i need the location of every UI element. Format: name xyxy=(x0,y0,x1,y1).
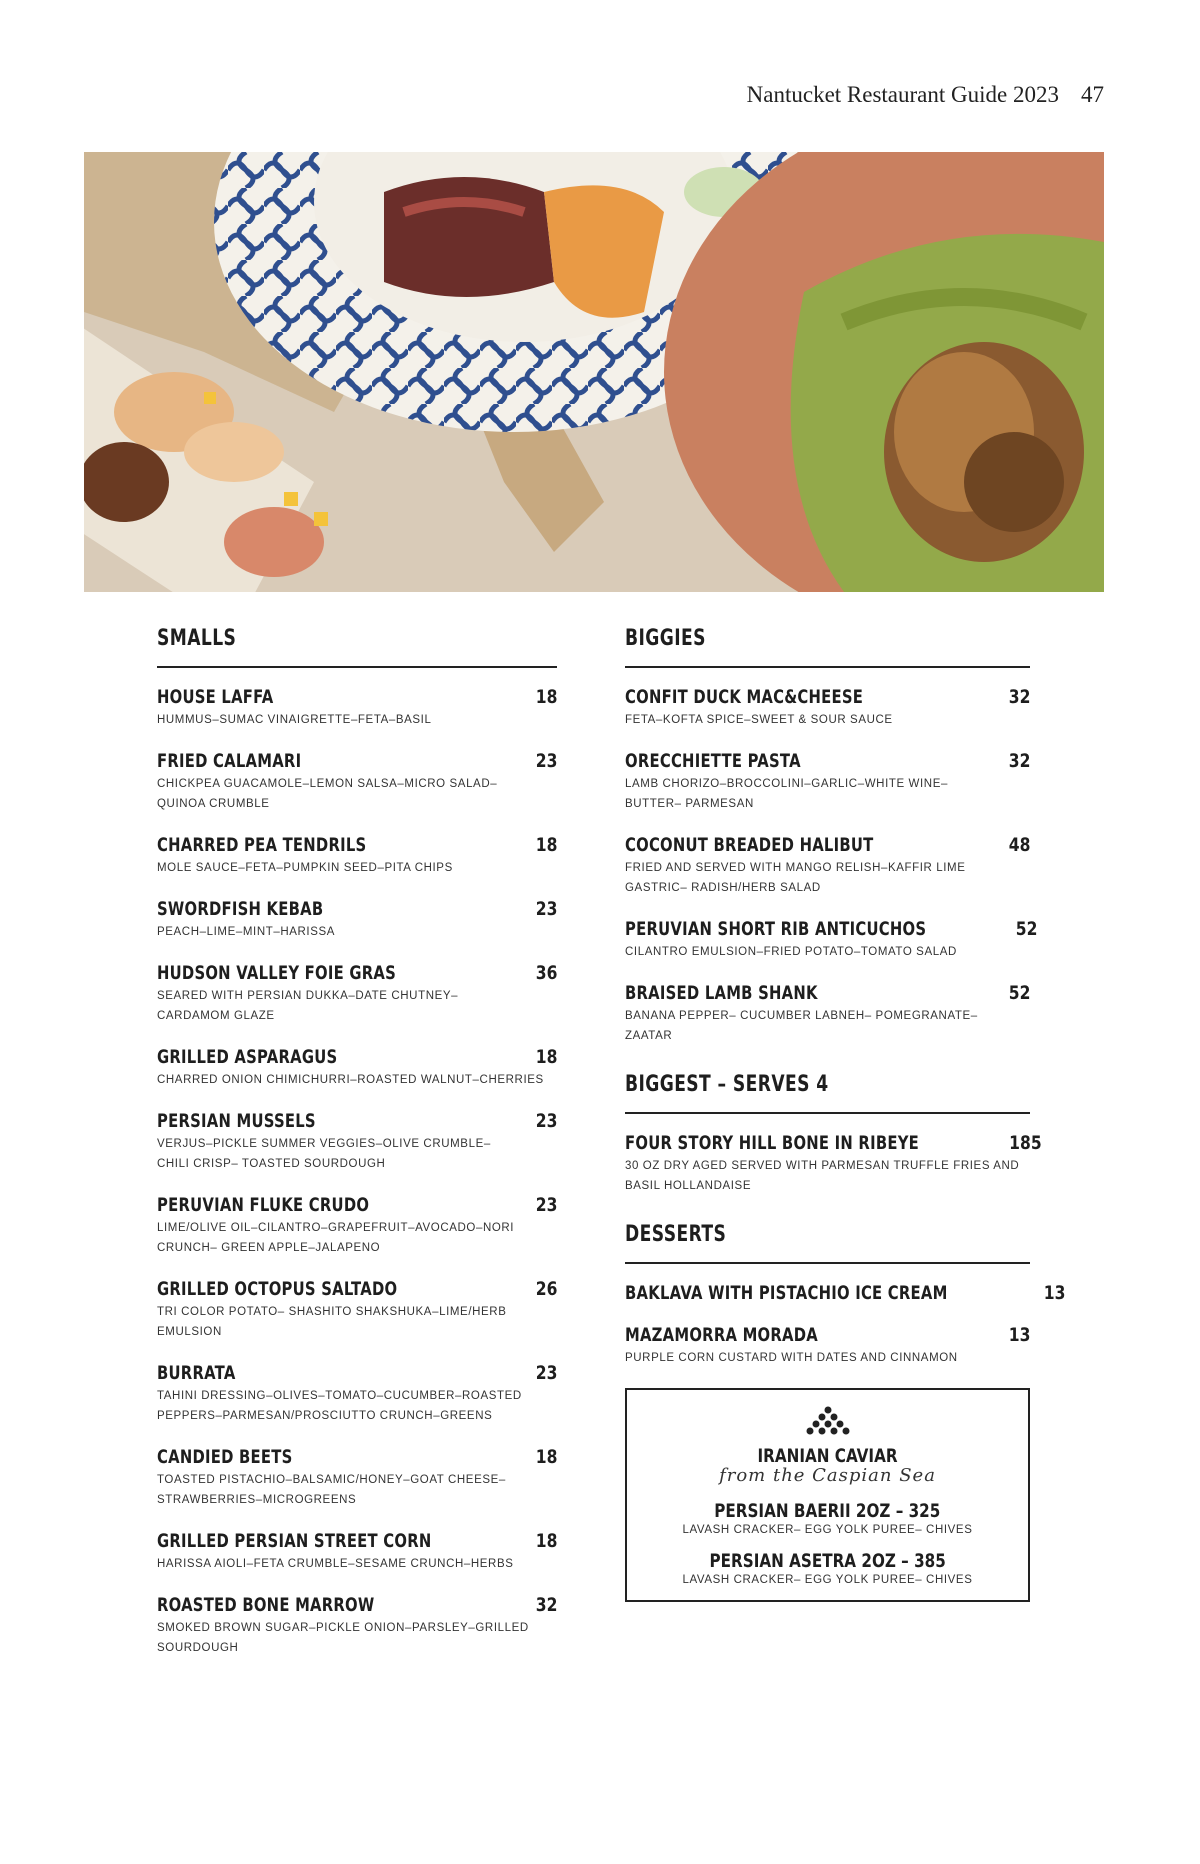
item-price: 32 xyxy=(1008,750,1030,772)
item-description: VERJUS–PICKLE SUMMER VEGGIES–OLIVE CRUMBLE– CHILI CRISP– TOASTED SOURDOUGH xyxy=(157,1138,491,1170)
section-title-biggies: BIGGIES xyxy=(625,626,706,651)
section-divider xyxy=(625,1262,1030,1264)
menu-item xyxy=(157,1594,557,1658)
hero-food-photo xyxy=(84,152,1104,592)
publication-title: Nantucket Restaurant Guide 2023 xyxy=(746,82,1059,107)
menu-item xyxy=(157,1530,557,1574)
item-price: 23 xyxy=(535,1110,557,1132)
item-description: TAHINI DRESSING–OLIVES–TOMATO–CUCUMBER–ROASTED PEPPERS–PARMESAN/PROSCIUTTO CRUNCH–GREENS xyxy=(157,1390,522,1422)
menu-item xyxy=(625,1132,1042,1196)
item-price: 18 xyxy=(535,686,557,708)
item-price: 185 xyxy=(1009,1132,1042,1154)
section-divider xyxy=(625,666,1030,668)
item-name: BURRATA xyxy=(157,1362,236,1384)
menu-item xyxy=(625,918,1038,962)
menu-item xyxy=(157,898,557,942)
page-header xyxy=(747,82,1104,108)
item-name: HUDSON VALLEY FOIE GRAS xyxy=(157,962,397,984)
item-description: TRI COLOR POTATO– SHASHITO SHAKSHUKA–LIME/HERB EMULSION xyxy=(157,1306,507,1338)
item-name: GRILLED OCTOPUS SALTADO xyxy=(157,1278,398,1300)
item-price: 23 xyxy=(535,898,557,920)
item-price: 26 xyxy=(535,1278,557,1300)
caviar-item-description: LAVASH CRACKER– EGG YOLK PUREE– CHIVES xyxy=(682,1574,973,1586)
menu-item xyxy=(157,750,557,814)
menu-item xyxy=(625,982,1030,1046)
caviar-title: IRANIAN CAVIAR xyxy=(757,1445,898,1467)
page-number: 47 xyxy=(1081,82,1104,107)
section-title-smalls: SMALLS xyxy=(157,626,237,651)
item-description: SMOKED BROWN SUGAR–PICKLE ONION–PARSLEY–GRILLED SOURDOUGH xyxy=(157,1622,529,1654)
section-divider xyxy=(625,1112,1030,1114)
menu-item xyxy=(625,686,1030,730)
item-description: HARISSA AIOLI–FETA CRUMBLE–SESAME CRUNCH–HERBS xyxy=(157,1558,514,1570)
item-price: 18 xyxy=(535,1530,557,1552)
item-price: 32 xyxy=(535,1594,557,1616)
item-price: 32 xyxy=(1008,686,1030,708)
item-name: GRILLED ASPARAGUS xyxy=(157,1046,338,1068)
item-description: CHICKPEA GUACAMOLE–LEMON SALSA–MICRO SALAD– QUINOA CRUMBLE xyxy=(157,778,498,810)
item-name: CHARRED PEA TENDRILS xyxy=(157,834,367,856)
item-name: PERUVIAN SHORT RIB ANTICUCHOS xyxy=(625,918,927,940)
menu-item xyxy=(625,834,1030,898)
item-name: BRAISED LAMB SHANK xyxy=(625,982,818,1004)
item-price: 48 xyxy=(1008,834,1030,856)
item-price: 36 xyxy=(535,962,557,984)
item-name: FOUR STORY HILL BONE IN RIBEYE xyxy=(625,1132,920,1154)
item-description: PURPLE CORN CUSTARD WITH DATES AND CINNAMON xyxy=(625,1352,958,1364)
item-price: 18 xyxy=(535,834,557,856)
item-price: 52 xyxy=(1015,918,1038,940)
section-title-biggest: BIGGEST – SERVES 4 xyxy=(625,1072,829,1097)
item-description: FETA–KOFTA SPICE–SWEET & SOUR SAUCE xyxy=(625,714,893,726)
menu-item xyxy=(157,1278,557,1342)
section-title-desserts: DESSERTS xyxy=(625,1222,727,1247)
item-description: CHARRED ONION CHIMICHURRI–ROASTED WALNUT–CHERRIES xyxy=(157,1074,544,1086)
item-description: MOLE SAUCE–FETA–PUMPKIN SEED–PITA CHIPS xyxy=(157,862,453,874)
item-description: FRIED AND SERVED WITH MANGO RELISH–KAFFIR LIME GASTRIC– RADISH/HERB SALAD xyxy=(625,862,966,894)
caviar-item-name: PERSIAN BAERII 2OZ – 325 xyxy=(714,1500,941,1522)
item-name: PERUVIAN FLUKE CRUDO xyxy=(157,1194,370,1216)
caviar-pearls-icon xyxy=(806,1406,850,1436)
menu-item xyxy=(157,1110,557,1174)
item-description: PEACH–LIME–MINT–HARISSA xyxy=(157,926,336,938)
right-column xyxy=(625,620,1066,1602)
item-description: SEARED WITH PERSIAN DUKKA–DATE CHUTNEY– CARDAMOM GLAZE xyxy=(157,990,459,1022)
item-name: GRILLED PERSIAN STREET CORN xyxy=(157,1530,432,1552)
item-name: CANDIED BEETS xyxy=(157,1446,293,1468)
item-price: 18 xyxy=(535,1446,557,1468)
caviar-box xyxy=(625,1388,1030,1602)
food-illustration xyxy=(84,152,1104,592)
caviar-item-name: PERSIAN ASETRA 2OZ – 385 xyxy=(709,1550,946,1572)
item-description: CILANTRO EMULSION–FRIED POTATO–TOMATO SALAD xyxy=(625,946,957,958)
item-name: FRIED CALAMARI xyxy=(157,750,302,772)
item-description: HUMMUS–SUMAC VINAIGRETTE–FETA–BASIL xyxy=(157,714,432,726)
item-name: PERSIAN MUSSELS xyxy=(157,1110,316,1132)
menu-item xyxy=(157,1194,557,1258)
item-price: 23 xyxy=(535,1362,557,1384)
menu-item xyxy=(625,750,1030,814)
item-name: HOUSE LAFFA xyxy=(157,686,274,708)
item-name: ROASTED BONE MARROW xyxy=(157,1594,375,1616)
item-name: COCONUT BREADED HALIBUT xyxy=(625,834,874,856)
menu-item xyxy=(157,686,557,730)
item-name: CONFIT DUCK MAC&CHEESE xyxy=(625,686,864,708)
item-description: BANANA PEPPER– CUCUMBER LABNEH– POMEGRANATE– ZAATAR xyxy=(625,1010,978,1042)
item-price: 23 xyxy=(535,1194,557,1216)
item-name: ORECCHIETTE PASTA xyxy=(625,750,801,772)
menu-item xyxy=(157,1362,557,1426)
item-description: 30 OZ DRY AGED SERVED WITH PARMESAN TRUFFLE FRIES AND BASIL HOLLANDAISE xyxy=(625,1160,1020,1192)
section-divider xyxy=(157,666,557,668)
item-description: TOASTED PISTACHIO–BALSAMIC/HONEY–GOAT CHEESE– STRAWBERRIES–MICROGREENS xyxy=(157,1474,506,1506)
smalls-column xyxy=(157,620,557,1678)
caviar-item-description: LAVASH CRACKER– EGG YOLK PUREE– CHIVES xyxy=(682,1524,973,1536)
item-name: BAKLAVA WITH PISTACHIO ICE CREAM xyxy=(625,1282,948,1304)
item-description: LAMB CHORIZO–BROCCOLINI–GARLIC–WHITE WINE– BUTTER– PARMESAN xyxy=(625,778,948,810)
menu-item xyxy=(157,1446,557,1510)
item-price: 52 xyxy=(1008,982,1030,1004)
item-name: MAZAMORRA MORADA xyxy=(625,1324,818,1346)
item-price: 13 xyxy=(1043,1282,1066,1304)
item-price: 13 xyxy=(1008,1324,1030,1346)
menu-item xyxy=(157,1046,557,1090)
menu-item xyxy=(625,1324,1030,1368)
item-description: LIME/OLIVE OIL–CILANTRO–GRAPEFRUIT–AVOCADO–NORI CRUNCH– GREEN APPLE–JALAPENO xyxy=(157,1222,515,1254)
item-price: 18 xyxy=(535,1046,557,1068)
menu-item xyxy=(625,1282,1066,1304)
menu-item xyxy=(157,962,557,1026)
menu-item xyxy=(157,834,557,878)
item-name: SWORDFISH KEBAB xyxy=(157,898,324,920)
item-price: 23 xyxy=(535,750,557,772)
caviar-subtitle: from the Caspian Sea xyxy=(719,1465,936,1486)
